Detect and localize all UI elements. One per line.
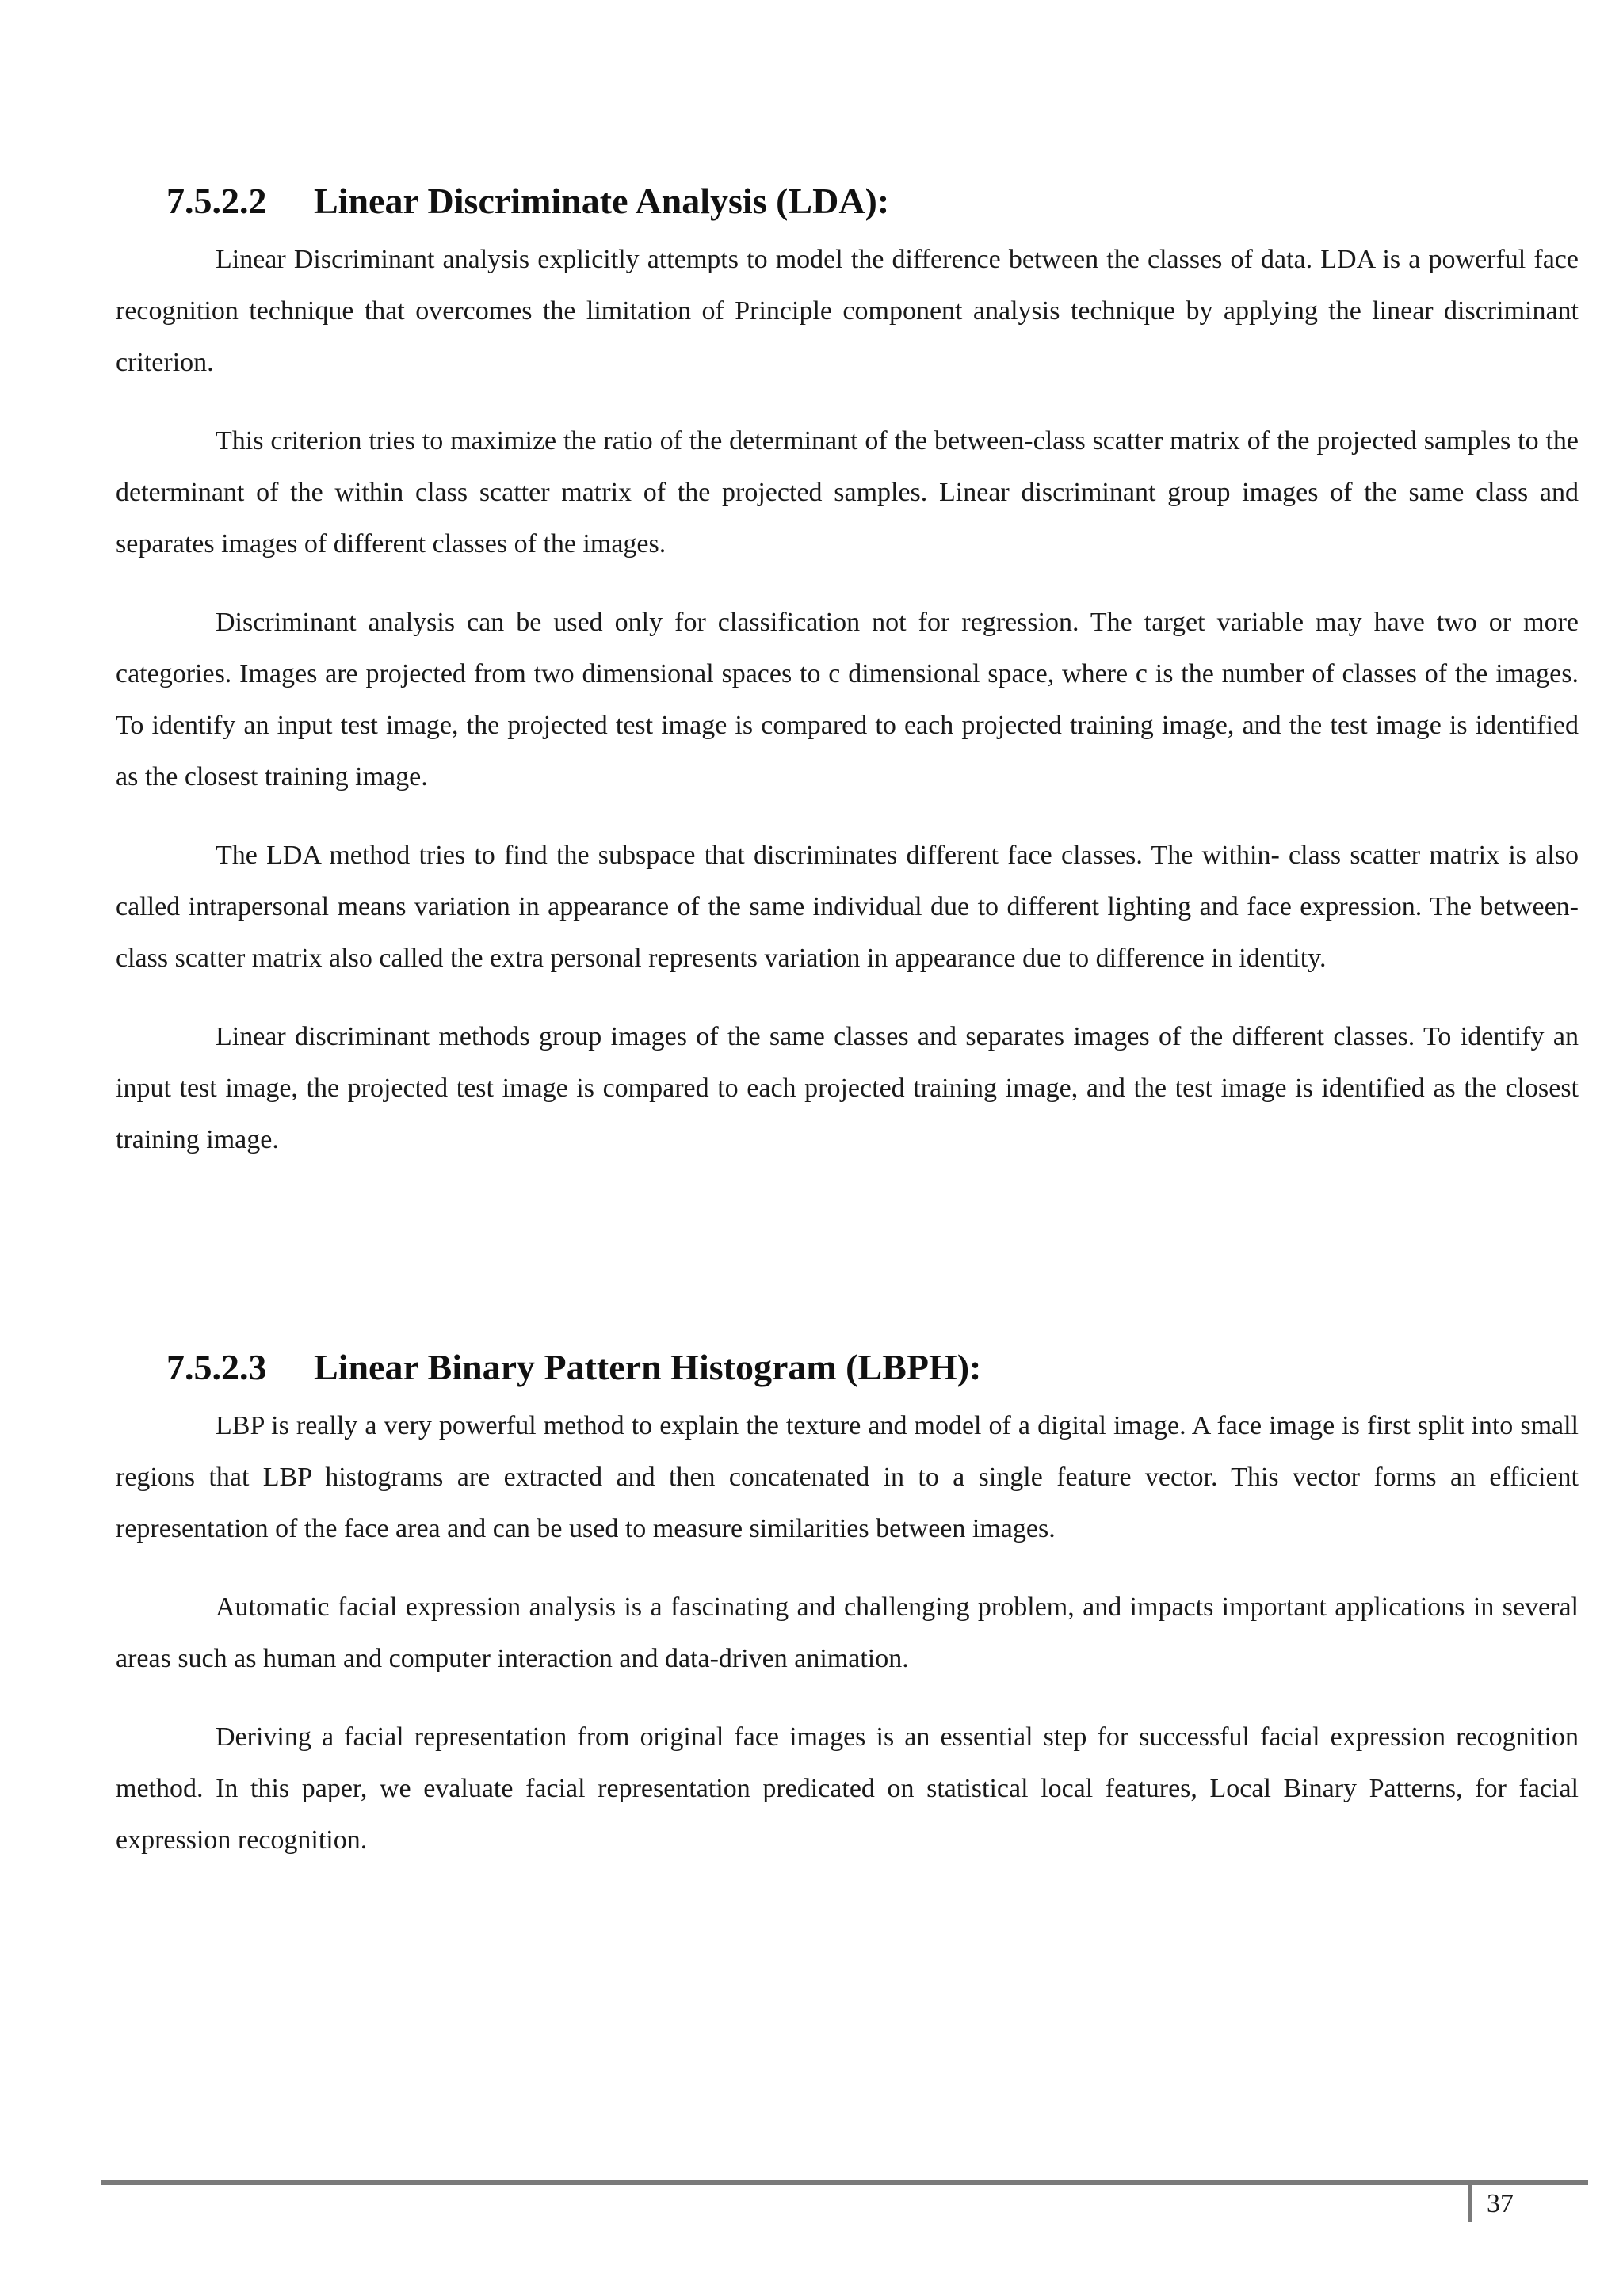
paragraph: LBP is really a very powerful method to explain the texture and model of a digital image. A face image is first split into small regions that LBP histograms are extracted and then concatenated in to a single feature vector. This vector forms an efficient representation of the face area and can be used to measure similarities between images.	[116, 1410, 1579, 1543]
paragraph: Deriving a facial representation from original face images is an essential step for successful facial expression recognition method. In this paper, we evaluate facial representation predicated on statistical local features, Local Binary Patterns, for facial expression recognition.	[116, 1722, 1579, 1855]
paragraph: Automatic facial expression analysis is a fascinating and challenging problem, and impacts important applications in several areas such as human and computer interaction and data-driven animation.	[116, 1592, 1579, 1673]
section-number: 7.5.2.3	[166, 1347, 267, 1387]
section-heading	[166, 181, 1579, 223]
paragraph: Discriminant analysis can be used only for classification not for regression. The target variable may have two or more categories. Images are projected from two dimensional spaces to c dimensional space, where c is the number of classes of the images. To identify an input test image, the projected test image is compared to each projected training image, and the test image is identified as the closest training image.	[116, 607, 1579, 791]
section-title: Linear Discriminate Analysis (LDA):	[314, 181, 890, 221]
paragraph: This criterion tries to maximize the ratio of the determinant of the between-class scatter matrix of the projected samples to the determinant of the within class scatter matrix of the projected samples. Linear discriminant group images of the same class and separates images of different classes of the images.	[116, 425, 1579, 559]
section-lbph	[116, 1347, 1579, 1866]
section-body	[116, 234, 1579, 1165]
paragraph: Linear discriminant methods group images of the same classes and separates images of the different classes. To identify an input test image, the projected test image is compared to each projected training image, and the test image is identified as the closest training image.	[116, 1021, 1579, 1154]
section-lda	[116, 181, 1579, 1165]
page-number: 37	[1487, 2189, 1514, 2218]
section-number: 7.5.2.2	[166, 181, 267, 221]
paragraph: Linear Discriminant analysis explicitly attempts to model the difference between the classes of data. LDA is a powerful face recognition technique that overcomes the limitation of Principle component analysis technique by applying the linear discriminant criterion.	[116, 244, 1579, 377]
section-body	[116, 1400, 1579, 1866]
paragraph: The LDA method tries to find the subspace that discriminates different face classes. The within- class scatter matrix is also called intrapersonal means variation in appearance of the same individual due to different lighting and face expression. The between-class scatter matrix also called the extra personal represents variation in appearance due to difference in identity.	[116, 840, 1579, 973]
section-title: Linear Binary Pattern Histogram (LBPH):	[314, 1347, 982, 1387]
section-heading	[166, 1347, 1579, 1389]
footer-rule	[101, 2180, 1588, 2185]
footer-divider	[1468, 2180, 1472, 2222]
